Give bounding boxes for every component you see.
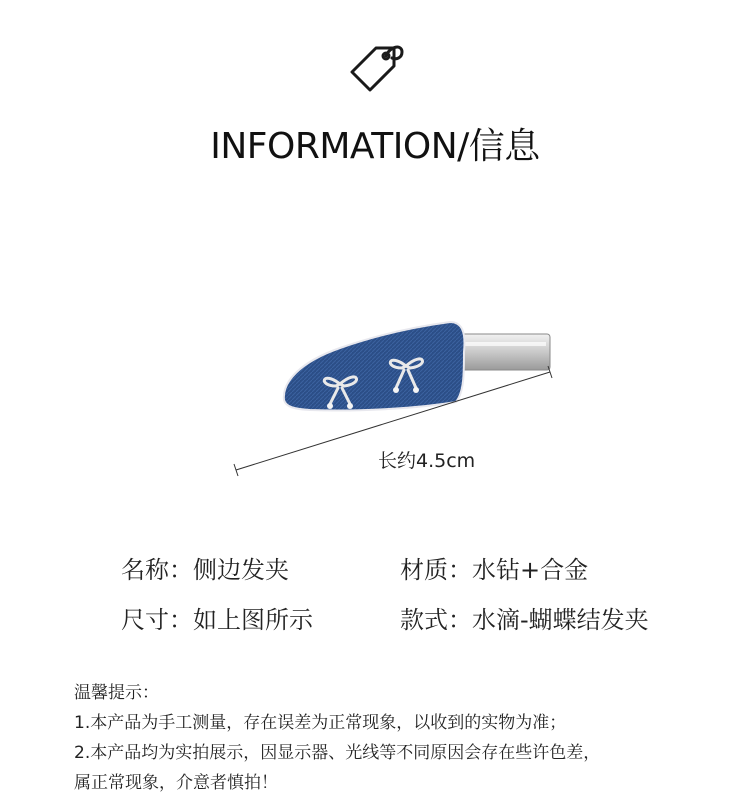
- spec-style: [400, 600, 649, 635]
- notes-section: [74, 678, 600, 798]
- spec-material-value: 水钻+合金: [472, 556, 589, 584]
- spec-size-value: 如上图所示: [193, 606, 313, 634]
- price-tag-icon: [346, 38, 406, 98]
- notes-line: 2.本产品均为实拍展示，因显示器、光线等不同原因会存在些许色差，: [74, 743, 601, 763]
- spec-name-label: 名称：: [121, 556, 193, 584]
- page-title: INFORMATION/信息: [210, 126, 540, 167]
- spec-size: [121, 600, 313, 635]
- spec-material-label: 材质：: [400, 556, 472, 584]
- spec-size-label: 尺寸：: [121, 606, 193, 634]
- dimension-label: 长约4.5cm: [378, 450, 476, 472]
- spec-name-value: 侧边发夹: [193, 556, 289, 584]
- notes-line: 属正常现象，介意者慎拍！: [74, 773, 278, 793]
- spec-material: [400, 550, 588, 585]
- notes-line: 1.本产品为手工测量，存在误差为正常现象，以收到的实物为准；: [74, 713, 567, 733]
- spec-name: [121, 550, 289, 585]
- spec-style-value: 水滴-蝴蝶结发夹: [472, 606, 649, 634]
- notes-heading: 温馨提示：: [74, 683, 159, 703]
- spec-style-label: 款式：: [400, 606, 472, 634]
